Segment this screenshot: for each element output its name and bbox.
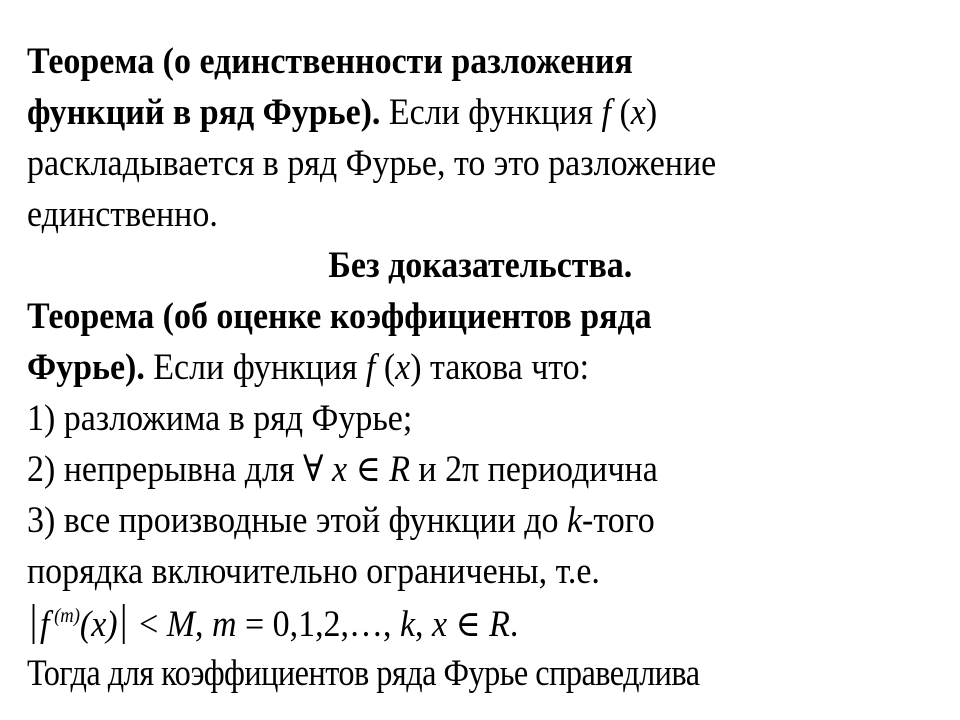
condition-3-prefix: 3) все производные этой функции до — [27, 499, 567, 540]
formula-range: = 0,1,2,…, — [236, 603, 400, 644]
theorem2-text: Если функция — [144, 346, 366, 387]
abs-bar-left — [33, 604, 35, 644]
formula-dot: . — [509, 603, 519, 644]
theorem2-paren-open: ( — [375, 346, 396, 387]
condition-3-k: k — [566, 499, 583, 540]
formula-f: f — [40, 603, 50, 644]
formula-lt: < — [130, 603, 167, 644]
no-proof-text: Без доказательства. — [328, 244, 632, 285]
condition-2-suffix: и 2π периодична — [409, 448, 658, 489]
theorem1-f: f — [601, 91, 611, 132]
formula-arg: (x) — [79, 603, 118, 644]
formula-x: x — [431, 603, 448, 644]
theorem1-paren-open: ( — [610, 91, 631, 132]
condition-3-suffix: -того — [582, 499, 655, 540]
theorem1-paren-close: ) — [645, 91, 658, 132]
theorem1-line4: единственно. — [27, 193, 218, 234]
theorem2-tail: ) такова что: — [410, 346, 590, 387]
condition-2 — [27, 448, 658, 489]
condition-2-x: x — [323, 448, 356, 489]
condition-2-R: R — [380, 448, 410, 489]
formula-k: k — [399, 603, 416, 644]
abs-bar-right — [123, 604, 125, 644]
theorem2-line2 — [27, 346, 590, 387]
formula-comma-2: , — [415, 603, 432, 644]
theorem1-title-line1: Теорема (о единственности разложения — [27, 40, 633, 81]
theorem1-text: Если функция — [380, 91, 602, 132]
theorem2-title-line2: Фурье). — [27, 346, 145, 387]
condition-2-prefix: 2) непрерывна для — [27, 448, 304, 489]
theorem1-x: x — [630, 91, 646, 132]
condition-3-line2: порядка включительно ограничены, т.е. — [27, 550, 600, 591]
conclusion-line: Тогда для коэффициентов ряда Фурье справедлива — [27, 652, 700, 693]
condition-1: 1) разложима в ряд Фурье; — [27, 397, 413, 438]
formula-in: ∈ — [447, 603, 490, 644]
theorem1-line2 — [27, 91, 658, 132]
theorem2-x: x — [395, 346, 411, 387]
bound-formula — [27, 604, 518, 644]
formula-R: R — [489, 603, 510, 644]
formula-derivative-order: (m) — [49, 605, 80, 627]
theorem1-line3: раскладывается в ряд Фурье, то это разложение — [27, 142, 717, 183]
theorem2-f: f — [365, 346, 376, 387]
forall-symbol: ∀ — [303, 448, 324, 489]
condition-3 — [27, 499, 655, 540]
element-of-symbol: ∈ — [355, 448, 381, 489]
no-proof-line — [0, 244, 960, 285]
formula-M: M — [166, 603, 196, 644]
theorem1-title-line2: функций в ряд Фурье). — [27, 91, 381, 132]
theorem2-title-line1: Теорема (об оценке коэффициентов ряда — [27, 295, 652, 336]
formula-m: m — [212, 603, 237, 644]
formula-comma-1: , — [195, 603, 213, 644]
